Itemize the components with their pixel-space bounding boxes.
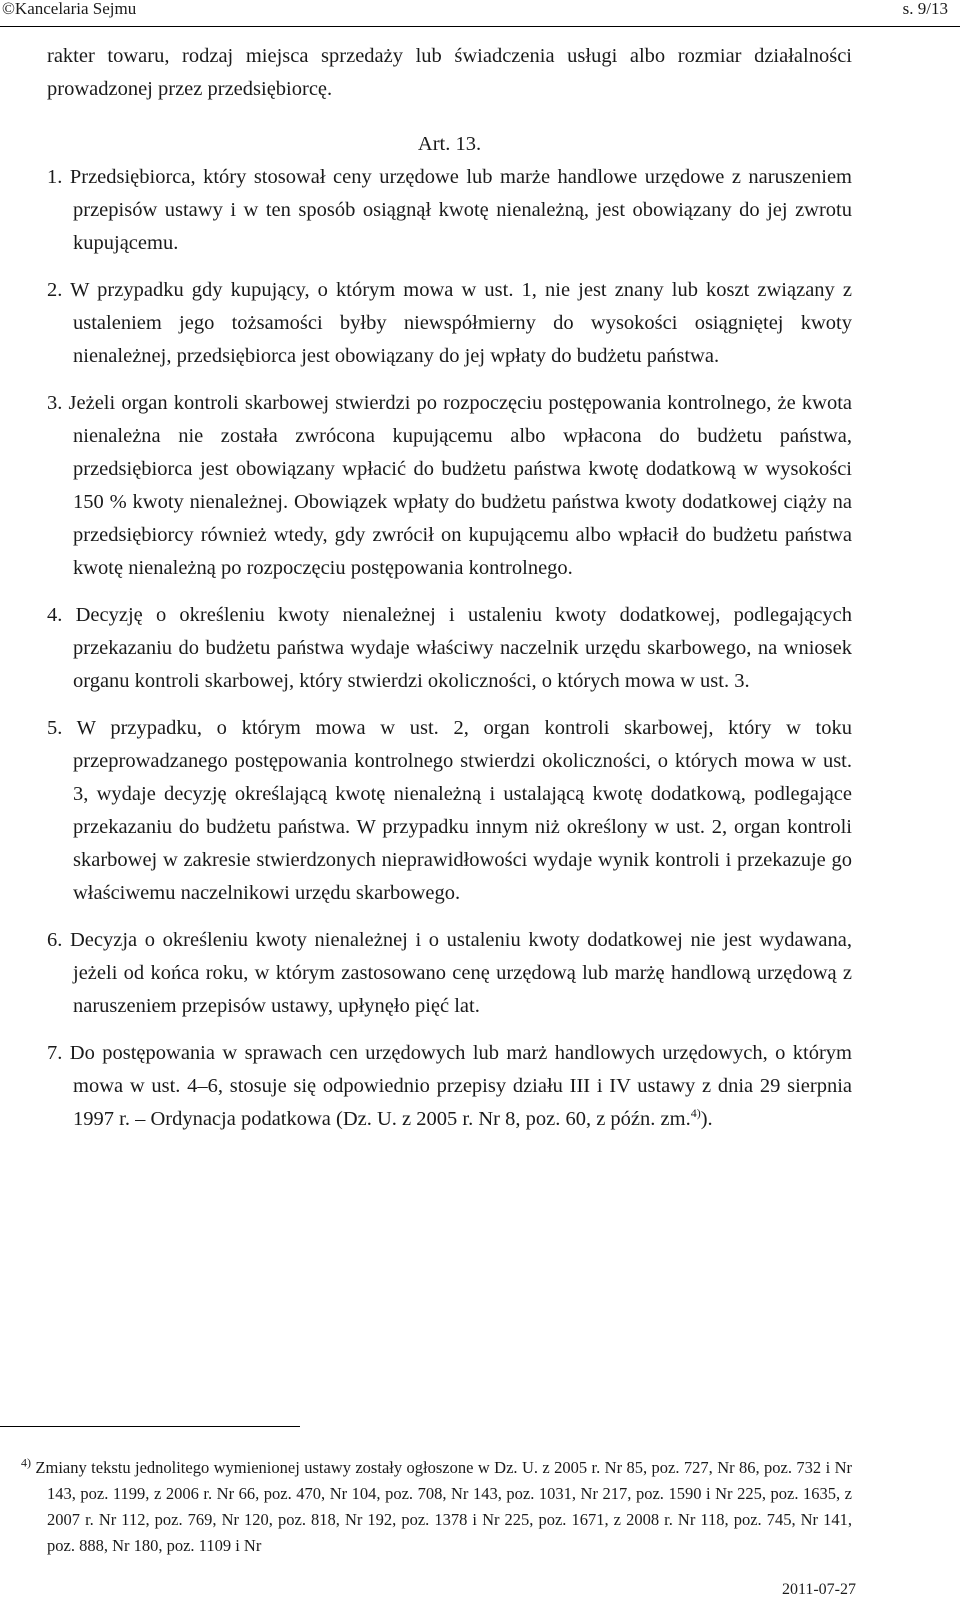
footnote-separator [0, 1426, 300, 1427]
paragraph-1: 1. Przedsiębiorca, który stosował ceny urzędowe lub marże handlowe urzędowe z naruszeniem przepisów ustawy i w ten sposób osiągnął kwotę nienależną, jest obowiązany do jej zwrotu kupującemu. [47, 166, 852, 254]
page-header [0, 0, 960, 27]
document-body [47, 40, 852, 1136]
paragraph-7-end: ). [700, 1108, 713, 1130]
footnote-reference[interactable]: 4) [690, 1106, 701, 1121]
paragraph-6: 6. Decyzja o określeniu kwoty nienależnej i o ustaleniu kwoty dodatkowej nie jest wydawana, jeżeli od końca roku, w którym zastosowano cenę urzędową lub marżę handlową urzędową z naruszeniem przepisów ustawy, upłynęło pięć lat. [47, 929, 852, 1017]
footer-date: 2011-07-27 [781, 1581, 856, 1598]
article-title: Art. 13. [417, 133, 482, 155]
copyright-label: ©Kancelaria Sejmu [2, 0, 137, 18]
page-number: s. 9/13 [902, 0, 948, 18]
footnote-marker: 4) [21, 1455, 31, 1470]
intro-paragraph: rakter towaru, rodzaj miejsca sprzedaży lub świadczenia usługi albo rozmiar działalności prowadzonej przez przedsiębiorcę. [47, 45, 852, 100]
paragraph-7-text: 7. Do postępowania w sprawach cen urzędowych lub marż handlowych urzędowych, o którym mowa w ust. 4–6, stosuje się odpowiednio przepisy działu III i IV ustawy z dnia 29 sierpnia 1997 r. – Ordynacja podatkowa (Dz. U. z 2005 r. Nr 8, poz. 60, z późn. zm. [47, 1042, 852, 1130]
paragraph-4: 4. Decyzję o określeniu kwoty nienależnej i ustaleniu kwoty dodatkowej, podlegających przekazaniu do budżetu państwa wydaje właściwy naczelnik urzędu skarbowego, na wniosek organu kontroli skarbowej, który stwierdzi okoliczności, o których mowa w ust. 3. [47, 604, 852, 692]
footnote-text: Zmiany tekstu jednolitego wymienionej ustawy zostały ogłoszone w Dz. U. z 2005 r. Nr 85, poz. 727, Nr 86, poz. 732 i Nr 143, poz. 1199, z 2006 r. Nr 66, poz. 470, Nr 104, poz. 708, Nr 143, poz. 1031, Nr 217, poz. 1590 i Nr 225, poz. 1635, z 2007 r. Nr 112, poz. 769, Nr 120, poz. 818, Nr 192, poz. 1378 i Nr 225, poz. 1671, z 2008 r. Nr 118, poz. 745, Nr 141, poz. 888, Nr 180, poz. 1109 i Nr [35, 1458, 852, 1555]
paragraph-3: 3. Jeżeli organ kontroli skarbowej stwierdzi po rozpoczęciu postępowania kontrolnego, że kwota nienależna nie została zwrócona kupującemu albo wpłacona do budżetu państwa, przedsiębiorca jest obowiązany wpłacić do budżetu państwa kwotę dodatkową w wysokości 150 % kwoty nienależnej. Obowiązek wpłaty do budżetu państwa kwoty dodatkowej ciąży na przedsiębiorcy również wtedy, gdy zwrócił on kupującemu albo wpłacił do budżetu państwa kwotę nienależną po rozpoczęciu postępowania kontrolnego. [47, 392, 852, 579]
paragraph-5: 5. W przypadku, o którym mowa w ust. 2, organ kontroli skarbowej, który w toku przeprowadzanego postępowania kontrolnego stwierdzi okoliczności, o których mowa w ust. 3, wydaje decyzję określającą kwotę nienależną i ustalającą kwotę dodatkową, podlegające przekazaniu do budżetu państwa. W przypadku innym niż określony w ust. 2, organ kontroli skarbowej w zakresie stwierdzonych nieprawidłowości wydaje wynik kontroli i przekazuje go właściwemu naczelnikowi urzędu skarbowego. [47, 717, 852, 904]
paragraph-2: 2. W przypadku gdy kupujący, o którym mowa w ust. 1, nie jest znany lub koszt związany z ustaleniem jego tożsamości byłby niewspółmierny do wysokości osiągniętej kwoty nienależnej, przedsiębiorca jest obowiązany do jej wpłaty do budżetu państwa. [47, 279, 852, 367]
paragraph-7 [47, 1037, 852, 1136]
footnote [21, 1455, 852, 1559]
